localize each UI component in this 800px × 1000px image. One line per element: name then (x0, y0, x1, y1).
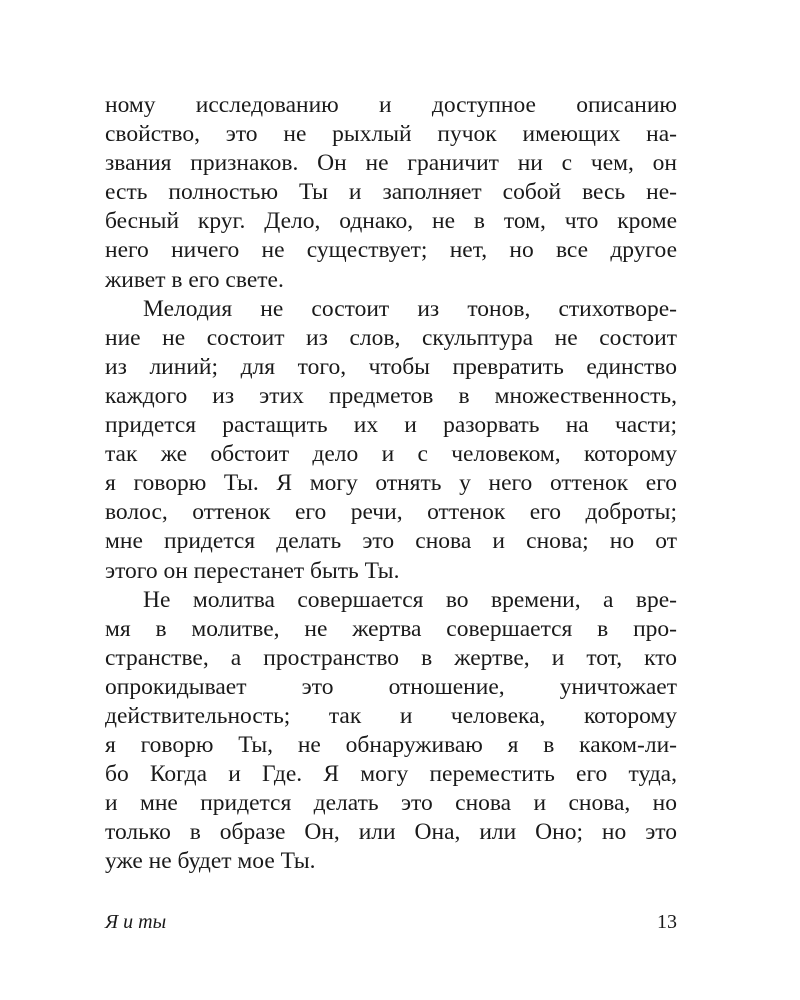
text-line: и мне придется делать это снова и снова, но (105, 790, 677, 817)
text-line: из линий; для того, чтобы превратить единство (105, 353, 677, 380)
body-text (105, 91, 677, 877)
text-line: этого он перестанет быть Ты. (105, 557, 400, 584)
text-line: волос, оттенок его речи, оттенок его доброты; (105, 499, 677, 526)
text-line: него ничего не существует; нет, но все другое (105, 237, 677, 264)
text-line: живет в его свете. (105, 266, 284, 293)
text-line: каждого из этих предметов в множественность, (105, 382, 677, 409)
text-line: бесный круг. Дело, однако, не в том, что кроме (105, 208, 677, 235)
text-line: я говорю Ты. Я могу отнять у него оттенок его (105, 470, 677, 497)
text-line: Мелодия не состоит из тонов, стихотворе- (143, 295, 677, 322)
running-footer-title: Я и ты (105, 911, 167, 933)
text-line: действительность; так и человека, которому (105, 702, 677, 729)
text-line: придется растащить их и разорвать на части; (105, 412, 677, 439)
text-line: так же обстоит дело и с человеком, которому (105, 441, 677, 468)
page-number: 13 (657, 911, 677, 933)
text-line: уже не будет мое Ты. (105, 848, 316, 875)
text-line: странстве, а пространство в жертве, и тот, кто (105, 644, 677, 671)
text-line: бо Когда и Где. Я могу переместить его туда, (105, 761, 677, 788)
text-line: мя в молитве, не жертва совершается в про- (105, 615, 677, 642)
text-line: ние не состоит из слов, скульптура не состоит (105, 324, 677, 351)
text-line: опрокидывает это отношение, уничтожает (105, 673, 677, 700)
text-line: свойство, это не рыхлый пучок имеющих на- (105, 121, 677, 148)
text-line: только в образе Он, или Она, или Оно; но это (105, 819, 677, 846)
text-line: Не молитва совершается во времени, а вре- (143, 586, 677, 613)
text-line: ному исследованию и доступное описанию (105, 92, 677, 118)
text-line: звания признаков. Он не граничит ни с чем, он (105, 150, 677, 177)
text-line: мне придется делать это снова и снова; но от (105, 528, 677, 555)
text-line: есть полностью Ты и заполняет собой весь не- (105, 179, 677, 206)
text-line: я говорю Ты, не обнаруживаю я в каком-ли- (105, 732, 677, 759)
